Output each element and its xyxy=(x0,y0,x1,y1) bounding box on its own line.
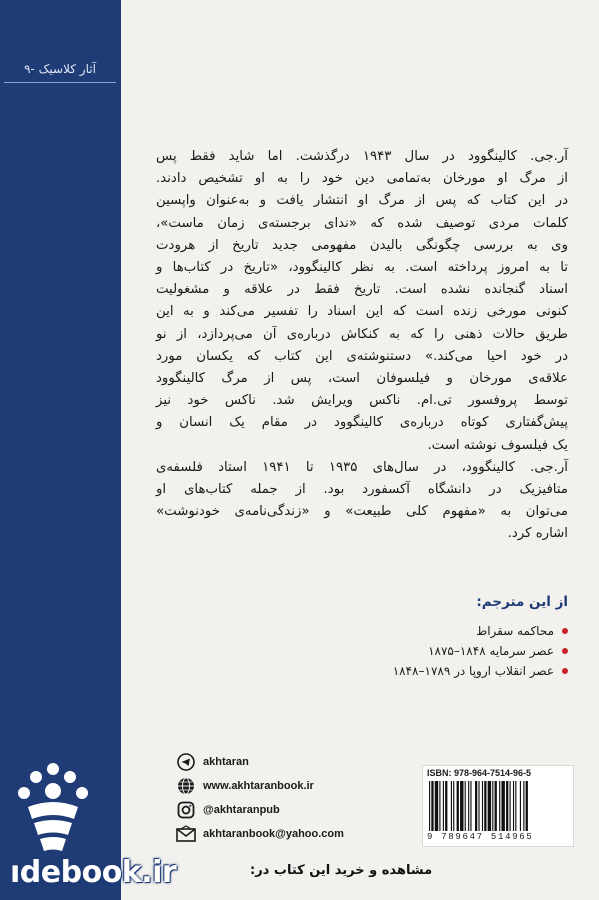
contact-text: akhtaranbook@yahoo.com xyxy=(203,828,344,840)
watermark-site: ıdebook.ir xyxy=(10,855,177,890)
book-title: عصر سرمایه ۱۸۴۸–۱۸۷۵ xyxy=(428,644,554,658)
bullet-icon xyxy=(562,668,568,674)
barcode-bar xyxy=(520,781,521,831)
text-line: اسناد گنجانده نشده است. تاریخ فقط در علاقه و مشغولیت xyxy=(156,282,568,298)
barcode-bar xyxy=(470,781,471,831)
contact-website xyxy=(176,775,376,797)
barcode-bar xyxy=(435,781,438,831)
barcode-bar xyxy=(465,781,466,831)
text-line: کنونی مورخی زنده است که این اسناد را تفسیر می‌کند و به این xyxy=(156,304,568,320)
contact-text: akhtaran xyxy=(203,756,249,768)
watermark-banner xyxy=(0,855,599,900)
text-line: علاقه‌ی مورخان و فیلسوفان است، پس از مرگ کالینگوود xyxy=(156,371,568,387)
text-line: آر.جی. کالینگوود، در سال‌های ۱۹۳۵ تا ۱۹۴۱ استاد فلسفه‌ی xyxy=(156,459,568,475)
bullet-icon xyxy=(562,648,568,654)
text-line: در این کتاب که پس از مرگ او انتشار یافت و به‌عنوان واپسین xyxy=(156,193,568,209)
text-line: وی به بررسی چگونگی بالیدن مفهومی جدید تاریخ از هرودت xyxy=(156,237,568,253)
telegram-icon xyxy=(176,752,196,772)
list-item xyxy=(300,662,568,680)
translator-other-works xyxy=(300,594,568,682)
back-cover-description xyxy=(156,146,568,546)
barcode-bar xyxy=(451,781,452,831)
barcode-bar xyxy=(475,781,477,831)
barcode-bar xyxy=(526,781,528,831)
text-line: اشاره کرد. xyxy=(507,526,568,542)
barcode-bar xyxy=(478,781,479,831)
barcode-bar xyxy=(482,781,483,831)
isbn-number: ISBN: 978-964-7514-96-5 xyxy=(427,768,532,778)
instagram-icon xyxy=(176,800,196,820)
barcode-bar xyxy=(523,781,524,831)
barcode-bar xyxy=(492,781,493,831)
barcode-digits: 9 789647 514965 xyxy=(427,832,534,842)
book-title: محاکمه سقراط xyxy=(476,624,554,638)
text-line: یک فیلسوف نوشته است. xyxy=(427,437,568,453)
list-item xyxy=(300,642,568,660)
book-spine-band xyxy=(0,0,121,900)
barcode-bar xyxy=(488,781,491,831)
description-paragraph-1 xyxy=(156,146,568,457)
contact-text: www.akhtaranbook.ir xyxy=(203,780,314,792)
email-icon xyxy=(176,824,196,844)
barcode-bar xyxy=(501,781,504,831)
contact-email xyxy=(176,823,376,845)
text-line: کلمات مردی توصیف شده که «ندای برجسته‌ی زمان ماست»، xyxy=(156,215,568,231)
bullet-icon xyxy=(562,628,568,634)
barcode-bar xyxy=(445,781,447,831)
publisher-contacts xyxy=(176,751,376,847)
translator-book-list xyxy=(300,622,568,680)
text-line: در خود احیا می‌کند.» دستنوشته‌ی این کتاب که یکسان مورد xyxy=(156,348,568,364)
text-line: آر.جی. کالینگوود در سال ۱۹۴۳ درگذشت. اما شاید فقط پس xyxy=(156,149,568,164)
barcode-bar xyxy=(495,781,497,831)
barcode-bar xyxy=(468,781,469,831)
watermark-caption: مشاهده و خرید این کتاب در: xyxy=(250,863,433,878)
translator-heading: از این مترجم: xyxy=(476,594,568,610)
barcode-bar xyxy=(429,781,430,831)
barcode-bar xyxy=(457,781,459,831)
description-paragraph-2 xyxy=(156,457,568,546)
barcode-bars xyxy=(429,781,567,831)
barcode-bar xyxy=(484,781,486,831)
text-line: می‌توان به «مفهوم کلی طبیعت» و «زندگی‌نامه‌ی خودنوشت» xyxy=(156,504,568,520)
series-divider xyxy=(4,82,116,83)
barcode-bar xyxy=(443,781,444,831)
barcode-bar xyxy=(453,781,454,831)
contact-telegram xyxy=(176,751,376,773)
barcode-bar xyxy=(439,781,440,831)
contact-instagram xyxy=(176,799,376,821)
text-line: متافیزیک در دانشگاه آکسفورد بود. از جمله کتاب‌های او xyxy=(156,482,568,498)
text-line: تا به امروز پرداخته است. به نظر کالینگوود، «تاریخ در کتاب‌ها و xyxy=(156,260,568,276)
list-item xyxy=(300,622,568,640)
contact-text: @akhtaranpub xyxy=(203,804,280,816)
text-line: از مرگ او مورخان به‌تمامی دین خود را به او تشخیص دادند. xyxy=(156,171,568,187)
isbn-barcode xyxy=(422,765,574,847)
barcode-bar xyxy=(499,781,500,831)
globe-icon xyxy=(176,776,196,796)
text-line: طریق حالات ذهنی را که به کنکاش درباره‌ی آن می‌پردازد، از نو xyxy=(156,326,568,342)
text-line: توسط پروفسور تی.ام. ناکس ویرایش شد. ناکس خود نیز xyxy=(156,393,568,409)
barcode-bar xyxy=(460,781,463,831)
series-label: آثار کلاسیک -۹ xyxy=(24,62,96,76)
book-title: عصر انقلاب اروپا در ۱۷۸۹–۱۸۴۸ xyxy=(392,664,554,678)
barcode-bar xyxy=(506,781,508,831)
publisher-logo-icon xyxy=(8,755,98,865)
barcode-bar xyxy=(431,781,433,831)
barcode-bar xyxy=(510,781,511,831)
barcode-bar xyxy=(515,781,516,831)
text-line: پیش‌گفتاری کوتاه درباره‌ی کالینگوود در مقام یک انسان و xyxy=(156,415,568,431)
barcode-bar xyxy=(513,781,514,831)
